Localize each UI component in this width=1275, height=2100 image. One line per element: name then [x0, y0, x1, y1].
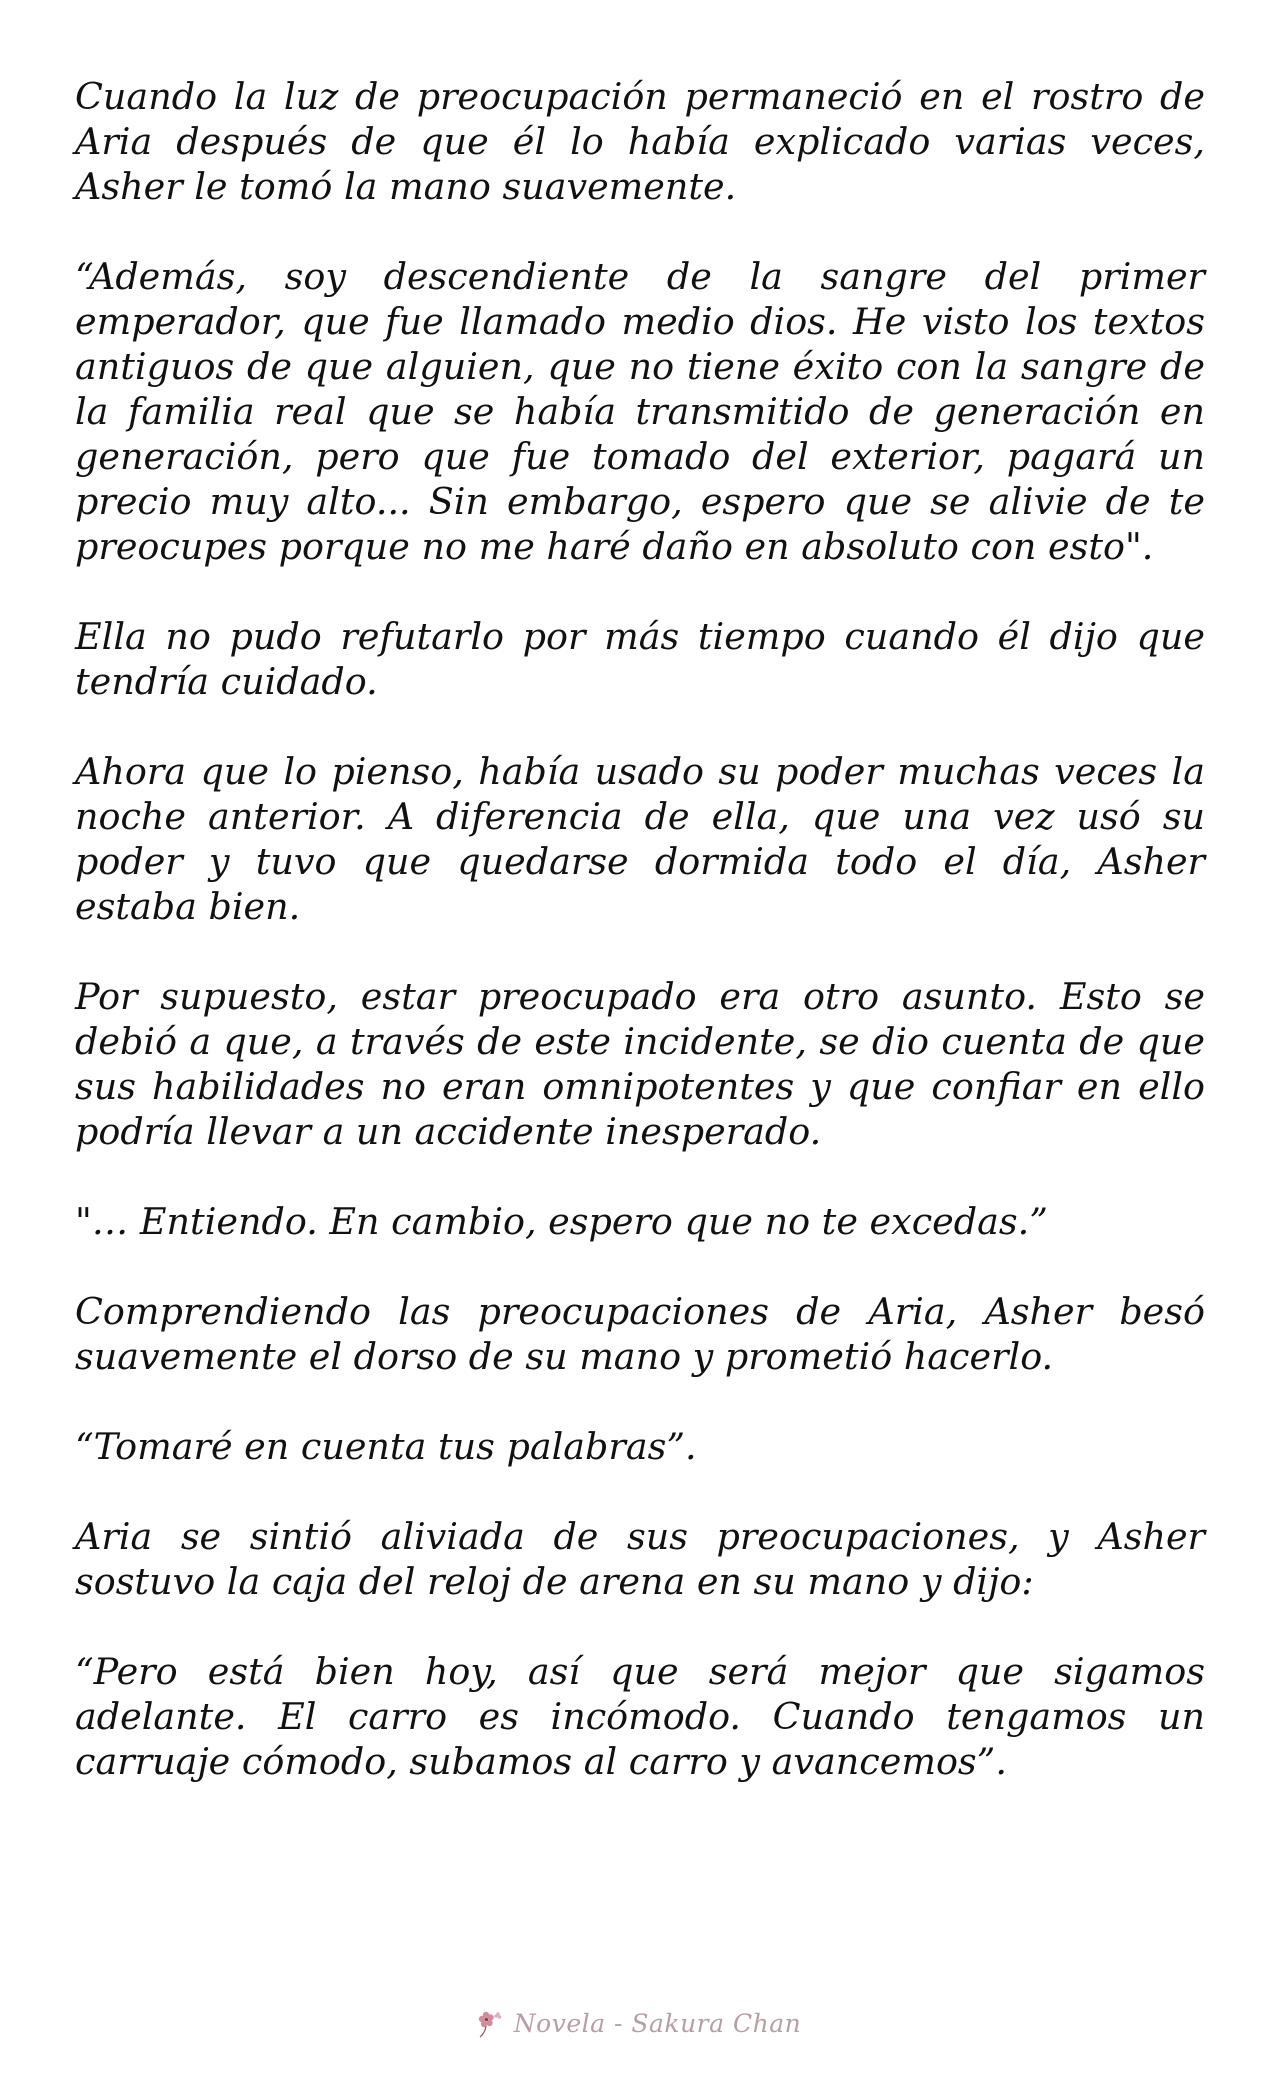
watermark-text: Novela - Sakura Chan: [513, 2008, 802, 2038]
footer-watermark: [0, 1998, 1275, 2048]
paragraph: Aria se sintió aliviada de sus preocupaciones, y Asher sostuvo la caja del reloj de arena en su mano y dijo:: [75, 1515, 1205, 1603]
paragraph: Comprendiendo las preocupaciones de Aria, Asher besó suavemente el dorso de su mano y prometió hacerlo.: [75, 1290, 1205, 1378]
document-body: [75, 74, 1205, 1829]
paragraph: "… Entiendo. En cambio, espero que no te excedas.”: [75, 1200, 1048, 1243]
paragraph: Cuando la luz de preocupación permaneció en el rostro de Aria después de que él lo había explicado varias veces, Asher le tomó la mano suavemente.: [75, 75, 1205, 208]
sakura-flower-icon: [474, 2006, 508, 2040]
paragraph: “Pero está bien hoy, así que será mejor que sigamos adelante. El carro es incómodo. Cuando tengamos un carruaje cómodo, subamos al carro y avancemos”.: [75, 1650, 1205, 1783]
paragraph: “Además, soy descendiente de la sangre del primer emperador, que fue llamado medio dios. He visto los textos antiguos de que alguien, que no tiene éxito con la sangre de la familia real que se había transmitido de generación en generación, pero que fue tomado del exterior, pagará un precio muy alto... Sin embargo, espero que se alivie de te preocupes porque no me haré daño en absoluto con esto".: [75, 255, 1205, 568]
watermark: [474, 2006, 801, 2040]
paragraph: “Tomaré en cuenta tus palabras”.: [75, 1425, 697, 1468]
paragraph: Por supuesto, estar preocupado era otro asunto. Esto se debió a que, a través de este incidente, se dio cuenta de que sus habilidades no eran omnipotentes y que confiar en ello podría llevar a un accidente inesperado.: [75, 975, 1205, 1153]
paragraph: Ahora que lo pienso, había usado su poder muchas veces la noche anterior. A diferencia de ella, que una vez usó su poder y tuvo que quedarse dormida todo el día, Asher estaba bien.: [75, 750, 1205, 928]
paragraph: Ella no pudo refutarlo por más tiempo cuando él dijo que tendría cuidado.: [75, 615, 1205, 703]
